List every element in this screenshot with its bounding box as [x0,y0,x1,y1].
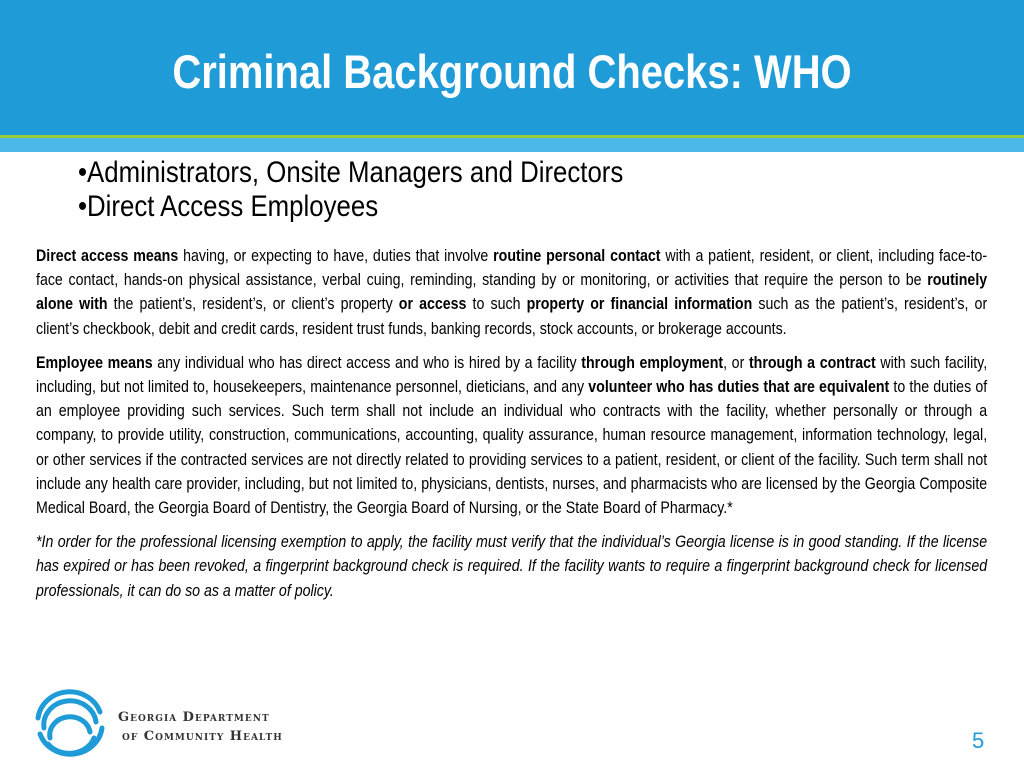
emphasis-text: through a contract [748,353,876,372]
bullet-item: •Direct Access Employees [78,190,379,223]
page-number: 5 [972,728,985,753]
org-name-line: of Community Health [122,729,283,744]
emphasis-text: through employment [581,353,724,372]
emphasis-text: Direct access means [36,247,179,265]
emphasis-text: Employee means [36,353,153,372]
body-text-run: , or [723,353,749,372]
body-text [36,244,987,613]
organization-name [118,708,283,746]
body-text-run: with such facility, including, but not limited to, housekeepers, maintenance personnel, dieticians, and any [36,353,988,397]
emphasis-text: or access [398,295,467,314]
body-text-run: to the duties of an employee providing such services. Such term shall not include an individual who contracts with the facility, whether personally or through a company, to provide utility, construction, communications, accounting, quality assurance, human resource management, information technology, legal, or other services if the contracted services are not directly related to providing services to a patient, resident, or client of the facility. Such term shall not include any health care provider, including, but not limited to, physicians, dentists, nurses, and pharmacists who are licensed by the Georgia Composite Medical Board, the Georgia Board of Dentistry, the Georgia Board of Nursing, or the State Board of Pharmacy.* [36,378,988,518]
organization-logo [30,688,330,760]
emphasis-text: volunteer who has duties that are equivalent [588,378,890,397]
georgia-dch-logo-icon [30,688,110,760]
body-text-run: to such [466,295,527,314]
employee-definition [36,351,987,520]
bullet-item: •Administrators, Onsite Managers and Directors [78,156,624,189]
emphasis-text: routine personal contact [493,247,661,265]
bullet-list [78,156,852,224]
body-text-run: with a patient, resident, or client, including face-to-face contact, hands-on physical assistance, verbal cuing, reminding, standing by or monitoring, or activities that require the person to be [36,247,988,290]
emphasis-text: routinely alone with [36,271,988,314]
emphasis-text: property or financial information [526,295,753,314]
org-name-line: Georgia Department [118,710,270,725]
body-text-run: having, or expecting to have, duties that involve [178,247,494,265]
slide-title: Criminal Background Checks: WHO [172,45,852,98]
header-band [0,138,1024,152]
body-text-run: such as the patient’s, resident’s, or client’s checkbook, debit and credit cards, resident trust funds, banking records, stock accounts, or brokerage accounts. [36,295,988,338]
direct-access-definition [36,244,987,341]
body-text-run: the patient’s, resident’s, or client’s property [107,295,399,314]
body-text-run: any individual who has direct access and who is hired by a facility [152,353,582,372]
licensing-exemption-note: *In order for the professional licensing exemption to apply, the facility must verify that the individual’s Georgia license is in good standing. If the license has expired or has been revoked, a fingerprint background check is required. If the facility wants to require a fingerprint background check for licensed professionals, it can do so as a matter of policy. [36,533,988,600]
